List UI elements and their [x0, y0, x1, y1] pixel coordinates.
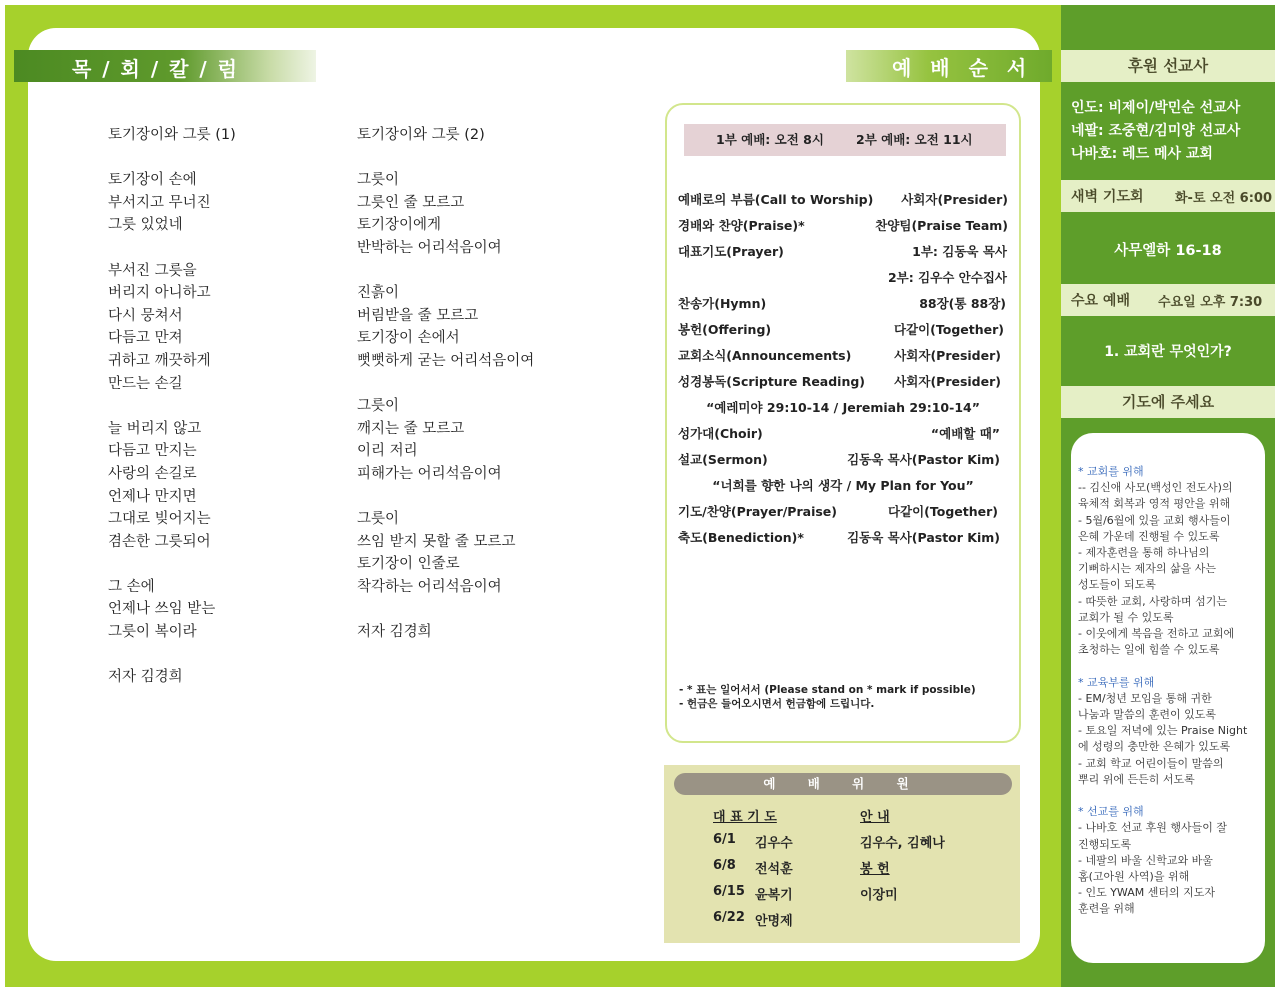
poem-line: 다듬고 만져: [108, 330, 183, 347]
order-item-part: 봉헌(Offering): [678, 322, 772, 337]
order-item: [678, 294, 1006, 314]
scripture-reference: “예레미야 29:10-14 / Jeremiah 29:10-14”: [706, 400, 980, 415]
wednesday-service-band: [1061, 284, 1275, 316]
poem-line: 진흙이: [357, 285, 400, 302]
prayer-date: 6/1: [713, 832, 736, 847]
poem-line: 그릇이: [357, 511, 400, 528]
poem-line: 이리 저리: [357, 443, 418, 460]
poem-line: 언제나 쓰임 받는: [108, 601, 216, 618]
poem-line: 토기장이 손에: [108, 172, 197, 189]
wednesday-service-time: 수요일 오후 7:30: [1158, 295, 1263, 310]
order-item-part: 성가대(Choir): [678, 426, 763, 441]
order-item-leader: “예배할 때”: [930, 426, 1000, 441]
committee-title: 예 배 위 원: [674, 773, 1012, 795]
order-item-part: 경배와 찬양(Praise)*: [678, 218, 805, 233]
order-item-leader: 김동욱 목사(Pastor Kim): [847, 452, 1000, 467]
prayer-request-line: - 나바호 선교 후원 행사들이 잘: [1078, 821, 1227, 835]
poem-line: 피해가는 어리석음이여: [357, 465, 502, 482]
sermon-title: “너희를 향한 나의 생각 / My Plan for You”: [712, 478, 974, 493]
poem-line: 토기장이 인줄로: [357, 556, 460, 573]
poem-line: 다시 뭉쳐서: [108, 307, 183, 324]
order-item: [678, 528, 1000, 548]
order-item-leader: 사회자(Presider): [894, 348, 1001, 363]
poem-line: 그릇이: [357, 172, 400, 189]
prayer-date: 6/22: [713, 910, 745, 925]
order-item: [678, 190, 1008, 210]
poem-one: [108, 124, 236, 689]
order-item-part: 설교(Sermon): [678, 452, 768, 467]
poem-line: [357, 486, 534, 509]
order-item-part: 성경봉독(Scripture Reading): [678, 374, 866, 389]
poem-line: 반박하는 어리석음이여: [357, 239, 502, 256]
order-item-part: 예배로의 부름(Call to Worship): [678, 192, 874, 207]
prayer-request-line: - EM/청년 모임을 통해 귀한: [1078, 691, 1212, 705]
prayer-request-line: - 교회 학교 어린이들이 말씀의: [1078, 756, 1224, 770]
standing-note: - * 표는 일어서서 (Please stand on * mark if possible): [679, 684, 976, 696]
poem-line: [108, 395, 236, 418]
poem-line: 토기장이와 그릇 (1): [108, 127, 236, 143]
prayer-name: 전석훈: [755, 862, 793, 877]
usher-names: 김우수, 김혜나: [860, 836, 945, 851]
prayer-category-heading: * 교회를 위해: [1078, 465, 1144, 478]
offering-note: - 헌금은 들어오시면서 헌금함에 드립니다.: [679, 698, 875, 710]
poem-line: 토기장이와 그릇 (2): [357, 127, 485, 143]
poem-line: 사랑의 손길로: [108, 465, 197, 482]
prayer-category-heading: * 교육부를 위해: [1078, 675, 1155, 689]
pastor-column-header: [14, 50, 316, 82]
prayer-request-line: - 5월/6월에 있을 교회 행사들이: [1078, 513, 1231, 527]
order-item: [678, 502, 998, 522]
worship-order-header: [846, 50, 1052, 82]
prayer-request-line: - 제자훈련을 통해 하나님의: [1078, 546, 1210, 559]
prayer-request-line: - 네팔의 바울 신학교와 바울: [1078, 853, 1213, 867]
prayer-name: 윤복기: [755, 888, 793, 903]
poem-line: 토기장이에게: [357, 217, 442, 234]
prayer-request-line: 기뻐하시는 제자의 삶을 사는: [1078, 562, 1217, 576]
order-item-leader: 사회자(Presider): [894, 374, 1001, 389]
poem-line: 귀하고 깨끗하게: [108, 352, 211, 369]
poem-line: 늘 버리지 않고: [108, 420, 202, 437]
poem-line: 착각하는 어리석음이여: [357, 578, 502, 595]
poem-line: 저자 김경희: [357, 624, 432, 641]
order-item-part: 찬송가(Hymn): [678, 296, 767, 311]
order-item-leader: 2부: 김우수 안수집사: [887, 270, 1007, 285]
order-item: [678, 268, 1007, 288]
prayer-date: 6/8: [713, 858, 736, 873]
poem-line: 부서진 그릇을: [108, 262, 197, 279]
order-item-leader: 다같이(Together): [887, 504, 998, 519]
order-item-leader: 김동욱 목사(Pastor Kim): [847, 530, 1000, 545]
poem-line: [357, 373, 534, 396]
prayer-request-line: 나눔과 말씀의 훈련이 있도록: [1078, 708, 1217, 721]
order-item-leader: 찬양팀(Praise Team): [875, 218, 1008, 233]
order-item-leader: 1부: 김동욱 목사: [912, 244, 1007, 259]
poem-line: 만드는 손길: [108, 375, 183, 392]
order-item: [678, 450, 1000, 470]
prayer-heading: 대 표 기 도: [713, 810, 777, 825]
missionary-item: 네팔: 조중현/김미양 선교사: [1071, 123, 1241, 139]
poem-line: 버림받을 줄 모르고: [357, 307, 479, 324]
poem-line: 부서지고 무너진: [108, 194, 211, 211]
prayer-request-line: 은혜 가운데 진행될 수 있도록: [1078, 529, 1220, 543]
poem-line: [108, 147, 236, 170]
poem-two: [357, 124, 534, 644]
prayer-request-line: 뿌리 위에 든든히 서도록: [1078, 772, 1195, 786]
order-item-leader: 사회자(Presider): [901, 192, 1008, 207]
poem-line: [108, 237, 236, 260]
dawn-prayer-band: [1061, 180, 1275, 212]
missionary-item: 나바호: 레드 메사 교회: [1071, 146, 1213, 162]
order-item-part: 기도/찬양(Prayer/Praise): [678, 504, 837, 519]
prayer-category-heading: * 선교를 위해: [1078, 805, 1144, 819]
prayer-request-line: 훈련을 위해: [1078, 902, 1135, 916]
order-item: [678, 216, 1008, 236]
prayer-request-line: 초청하는 일에 힘쓸 수 있도록: [1078, 643, 1220, 657]
missionaries-title: 후원 선교사: [1061, 50, 1275, 82]
offering-heading: 봉 헌: [860, 862, 890, 877]
dawn-prayer-label: 새벽 기도회: [1071, 189, 1144, 205]
dawn-scripture: 사무엘하 16-18: [1114, 243, 1222, 259]
order-item: [678, 372, 1001, 392]
poem-line: 그릇인 줄 모르고: [357, 194, 465, 211]
prayer-request-line: 홈(고아원 사역)을 위해: [1078, 870, 1190, 883]
poem-line: 뻣뻣하게 굳는 어리석음이여: [357, 352, 535, 369]
poem-line: [108, 553, 236, 576]
prayer-request-line: 진행되도록: [1078, 837, 1132, 851]
missionary-item: 인도: 비제이/박민순 선교사: [1071, 100, 1241, 116]
offering-name: 이장미: [860, 888, 898, 903]
order-item-part: 교회소식(Announcements): [678, 348, 852, 363]
first-service-time: 1부 예배: 오전 8시: [716, 132, 824, 147]
poem-line: [357, 598, 534, 621]
pastor-column-title: 목 / 회 / 칼 / 럼: [72, 57, 239, 81]
order-item-part: 대표기도(Prayer): [678, 244, 784, 259]
prayer-request-line: - 토요일 저녁에 있는 Praise Night: [1078, 724, 1248, 738]
poem-line: 그 손에: [108, 578, 155, 595]
prayer-request-line: - 이웃에게 복음을 전하고 교회에: [1078, 627, 1235, 640]
poem-line: 저자 김경희: [108, 669, 183, 686]
wednesday-topic: 1. 교회란 무엇인가?: [1104, 344, 1232, 360]
prayer-request-line: 에 성령의 충만한 은혜가 있도록: [1078, 740, 1231, 754]
poem-line: 쓰임 받지 못할 줄 모르고: [357, 533, 516, 550]
prayer-request-line: 육체적 회복과 영적 평안을 위해: [1078, 497, 1231, 511]
poem-line: 겸손한 그릇되어: [108, 533, 211, 550]
prayer-date: 6/15: [713, 884, 745, 899]
worship-order-title: 예 배 순 서: [892, 56, 1033, 80]
order-item: [678, 346, 1001, 366]
second-service-time: 2부 예배: 오전 11시: [856, 132, 973, 147]
poem-line: 다듬고 만지는: [108, 443, 197, 460]
poem-line: 그릇이 복이라: [108, 624, 197, 641]
poem-line: 그릇이: [357, 398, 400, 415]
order-item: [678, 242, 1007, 262]
poem-line: [108, 644, 236, 667]
order-item: [678, 320, 1004, 340]
service-times-bar: [684, 124, 1006, 156]
prayer-request-line: 교회가 될 수 있도록: [1078, 610, 1174, 624]
wednesday-service-label: 수요 예배: [1071, 293, 1130, 309]
poem-line: 그대로 빚어지는: [108, 511, 211, 528]
order-item-leader: 88장(통 88장): [919, 296, 1006, 311]
poem-line: 버리지 아니하고: [108, 285, 211, 302]
order-item-part: 축도(Benediction)*: [678, 530, 804, 545]
prayer-request-line: -- 김신애 사모(백성인 전도사)의: [1078, 481, 1233, 495]
order-item: [678, 424, 1000, 444]
poem-line: [357, 260, 534, 283]
usher-heading: 안 내: [860, 810, 890, 825]
poem-line: 언제나 만지면: [108, 488, 197, 505]
prayer-request-line: - 인도 YWAM 센터의 지도자: [1078, 886, 1215, 900]
prayer-name: 안명제: [755, 914, 793, 929]
poem-line: [357, 147, 534, 170]
poem-line: 그릇 있었네: [108, 217, 183, 234]
poem-line: 깨지는 줄 모르고: [357, 420, 465, 437]
order-item-leader: 다같이(Together): [893, 322, 1004, 337]
prayer-request-line: - 따뜻한 교회, 사랑하며 섬기는: [1078, 594, 1227, 608]
prayer-request-line: 성도들이 되도록: [1078, 578, 1156, 592]
prayer-requests-title: 기도에 주세요: [1061, 386, 1275, 418]
poem-line: 토기장이 손에서: [357, 330, 460, 347]
prayer-name: 김우수: [755, 836, 793, 851]
dawn-prayer-time: 화-토 오전 6:00: [1175, 191, 1273, 206]
